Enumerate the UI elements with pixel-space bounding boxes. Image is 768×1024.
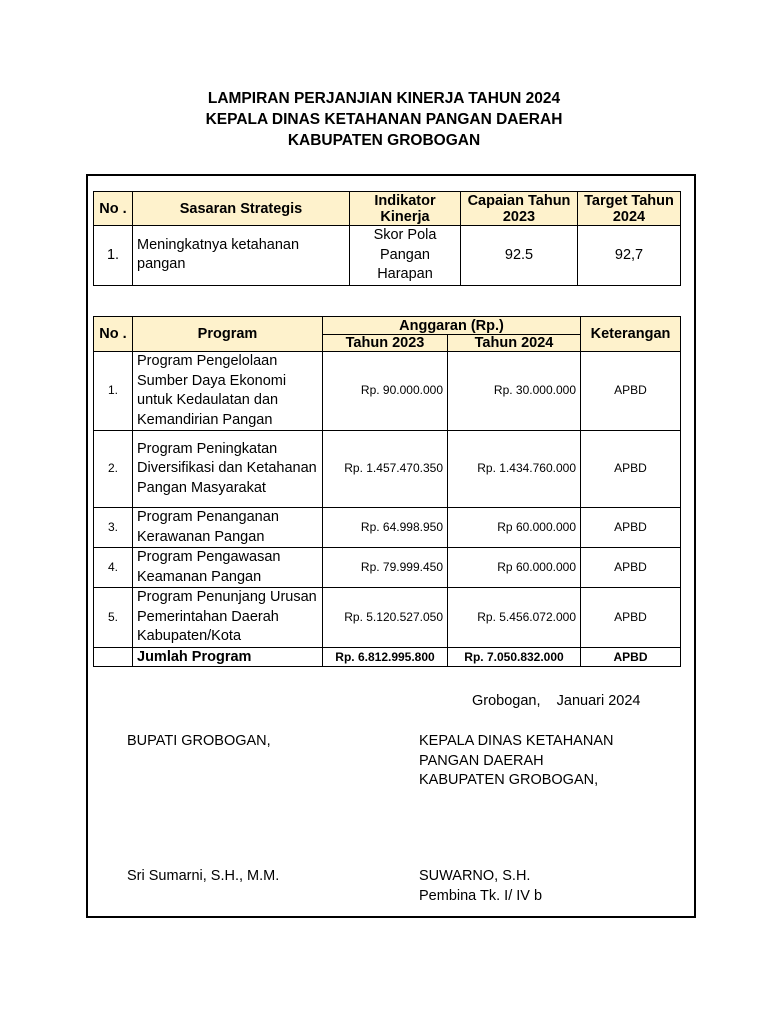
header-sasaran: Sasaran Strategis <box>133 192 350 226</box>
header-anggaran: Anggaran (Rp.) <box>323 317 581 335</box>
cell-keterangan: APBD <box>581 508 681 548</box>
total-budget-2024: Rp. 7.050.832.000 <box>448 647 581 666</box>
table-row <box>94 508 681 548</box>
program-budget-table <box>93 316 681 667</box>
right-signatory-title <box>419 732 613 791</box>
cell-budget-2024: Rp. 30.000.000 <box>448 352 581 431</box>
table-row <box>94 226 681 286</box>
right-title-line-3: KABUPATEN GROBOGAN, <box>419 772 599 788</box>
cell-no: 2. <box>94 431 133 508</box>
cell-no: 1. <box>94 352 133 431</box>
title-line-2: KEPALA DINAS KETAHANAN PANGAN DAERAH <box>205 111 563 128</box>
header-capaian: Capaian Tahun 2023 <box>461 192 578 226</box>
document-title <box>0 88 768 151</box>
cell-budget-2024: Rp. 5.456.072.000 <box>448 588 581 648</box>
right-signatory-rank: Pembina Tk. I/ IV b <box>419 887 543 904</box>
cell-no: 5. <box>94 588 133 648</box>
cell-program: Program Pengelolaan Sumber Daya Ekonomi untuk Kedaulatan dan Kemandirian Pangan <box>133 352 323 431</box>
cell-budget-2023: Rp. 90.000.000 <box>323 352 448 431</box>
cell-budget-2024: Rp 60.000.000 <box>448 508 581 548</box>
table1-header-row <box>94 192 681 226</box>
total-keterangan: APBD <box>581 647 681 666</box>
cell-program: Program Penunjang Urusan Pemerintahan Daerah Kabupaten/Kota <box>133 588 323 648</box>
title-line-3: KABUPATEN GROBOGAN <box>287 132 481 149</box>
cell-program: Program Penanganan Kerawanan Pangan <box>133 508 323 548</box>
total-row <box>94 647 681 666</box>
cell-program: Program Peningkatan Diversifikasi dan Ketahanan Pangan Masyarakat <box>133 431 323 508</box>
cell-budget-2024: Rp 60.000.000 <box>448 548 581 588</box>
header-tahun-2023: Tahun 2023 <box>323 335 448 352</box>
performance-indicator-table <box>93 191 681 286</box>
cell-no: 4. <box>94 548 133 588</box>
cell-sasaran: Meningkatnya ketahanan pangan <box>133 226 350 286</box>
header-target: Target Tahun 2024 <box>578 192 681 226</box>
table-row <box>94 431 681 508</box>
cell-no: 3. <box>94 508 133 548</box>
cell-keterangan: APBD <box>581 588 681 648</box>
cell-keterangan: APBD <box>581 431 681 508</box>
right-signatory <box>419 867 542 906</box>
place-date: Grobogan, Januari 2024 <box>472 693 641 709</box>
cell-budget-2023: Rp. 79.999.450 <box>323 548 448 588</box>
header-no: No . <box>94 192 133 226</box>
left-signatory-name: Sri Sumarni, S.H., M.M. <box>127 868 280 884</box>
cell-capaian: 92.5 <box>461 226 578 286</box>
cell-budget-2023: Rp. 64.998.950 <box>323 508 448 548</box>
total-budget-2023: Rp. 6.812.995.800 <box>323 647 448 666</box>
header-indikator: Indikator Kinerja <box>350 192 461 226</box>
right-title-line-1: KEPALA DINAS KETAHANAN <box>419 733 614 749</box>
right-title-line-2: PANGAN DAERAH <box>419 752 544 769</box>
header-keterangan: Keterangan <box>581 317 681 352</box>
table-row <box>94 352 681 431</box>
header-program: Program <box>133 317 323 352</box>
table2-header-row <box>94 317 681 335</box>
title-line-1: LAMPIRAN PERJANJIAN KINERJA TAHUN 2024 <box>207 90 561 107</box>
header-no: No . <box>94 317 133 352</box>
cell-keterangan: APBD <box>581 548 681 588</box>
left-signatory-title: BUPATI GROBOGAN, <box>127 733 271 749</box>
cell-budget-2023: Rp. 5.120.527.050 <box>323 588 448 648</box>
cell-indikator: Skor Pola Pangan Harapan <box>350 226 461 286</box>
table-row <box>94 588 681 648</box>
right-signatory-name: SUWARNO, S.H. <box>419 868 531 884</box>
cell-keterangan: APBD <box>581 352 681 431</box>
cell-target: 92,7 <box>578 226 681 286</box>
cell-no: 1. <box>94 226 133 286</box>
total-label: Jumlah Program <box>133 647 323 666</box>
cell-no-empty <box>94 647 133 666</box>
cell-budget-2024: Rp. 1.434.760.000 <box>448 431 581 508</box>
cell-budget-2023: Rp. 1.457.470.350 <box>323 431 448 508</box>
cell-program: Program Pengawasan Keamanan Pangan <box>133 548 323 588</box>
header-tahun-2024: Tahun 2024 <box>448 335 581 352</box>
table-row <box>94 548 681 588</box>
